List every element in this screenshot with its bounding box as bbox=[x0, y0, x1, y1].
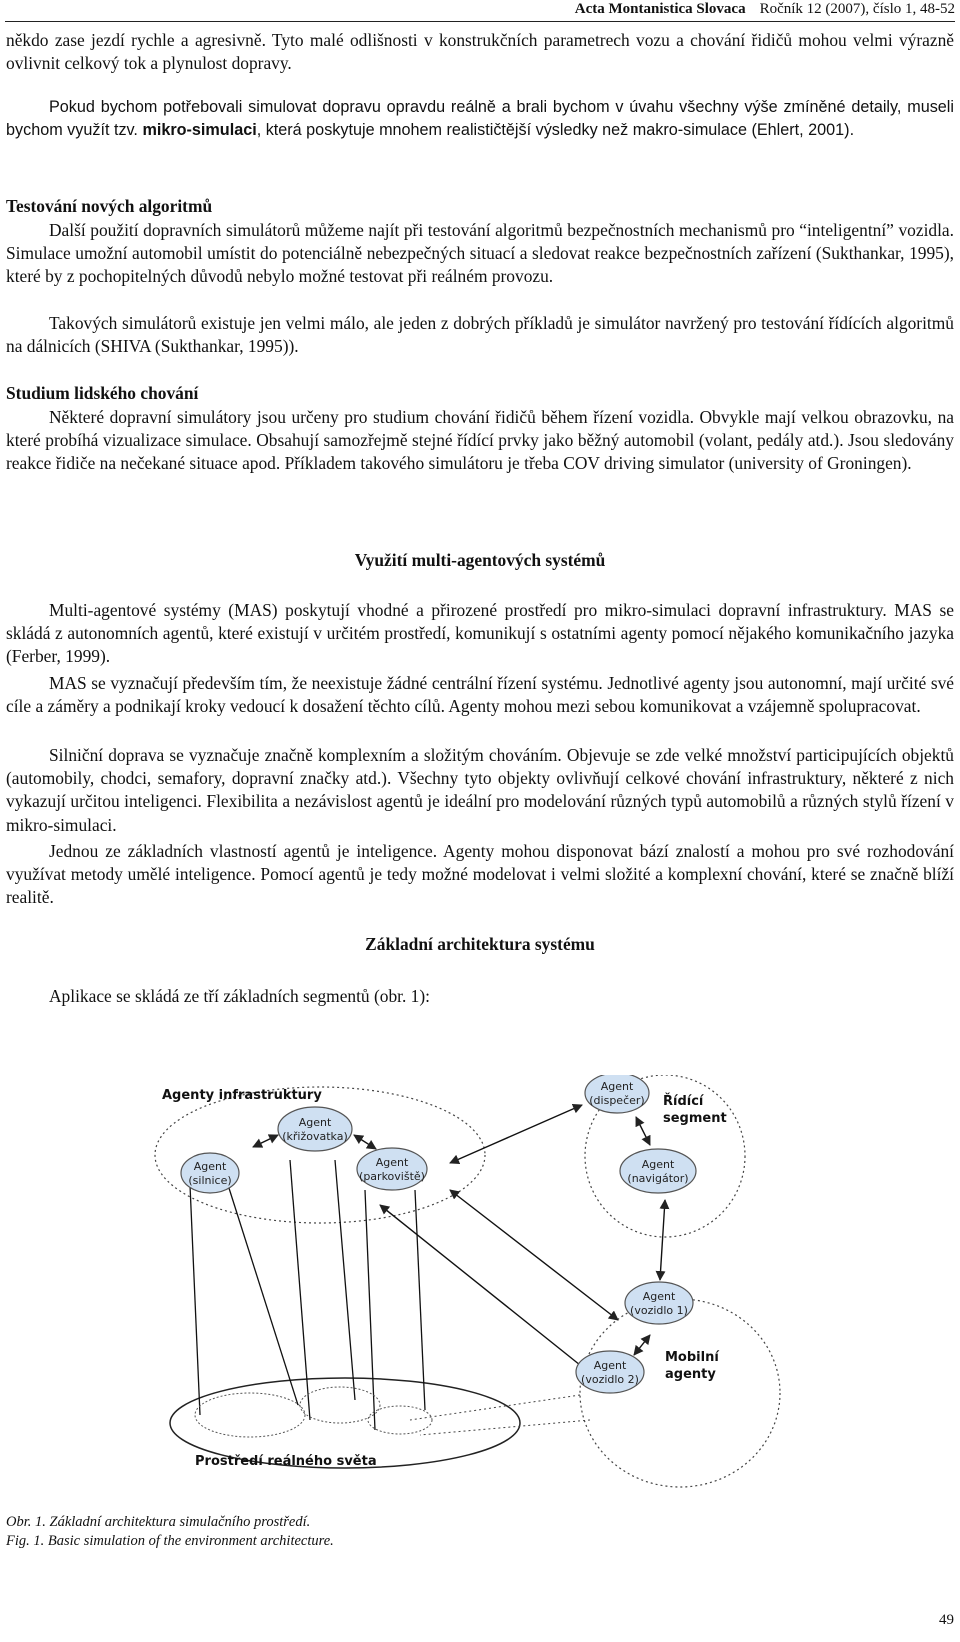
node-parkoviste bbox=[357, 1148, 427, 1190]
node-vozidlo2-agent: Agent bbox=[593, 1359, 627, 1372]
ground-region-3 bbox=[368, 1406, 432, 1434]
architecture-diagram bbox=[150, 1075, 790, 1500]
heading-testovani: Testování nových algoritmů bbox=[6, 196, 213, 216]
heading-mas: Využití multi-agentových systémů bbox=[354, 550, 606, 570]
journal-volume: Ročník 12 (2007), číslo 1, 48-52 bbox=[759, 1, 955, 17]
paragraph-3: Další použití dopravních simulátorů můžeme najít při testování algoritmů bezpečnostních mechanismů pro “inteligentní” vozidla. Simulace umožní automobil umístit do potenciálně nebezpečných situací a sledovat reakce bezpečnostních zařízení (Sukthankar, 1995), které by z pochopitelných důvodů nebylo možné testovat při reálném provozu. bbox=[6, 220, 954, 287]
node-krizovatka-label: (křižovatka) bbox=[282, 1130, 348, 1143]
caption-cz: Obr. 1. Základní architektura simulačního prostředí. bbox=[6, 1514, 311, 1530]
header-rule bbox=[5, 21, 955, 22]
running-header bbox=[0, 0, 960, 22]
mobile-ground-links bbox=[410, 1395, 590, 1435]
label-realny-svet: Prostředí reálného světa bbox=[195, 1454, 377, 1469]
node-navigator-agent: Agent bbox=[641, 1158, 675, 1171]
node-dispecer-label: (dispečer) bbox=[589, 1094, 645, 1107]
caption-en: Fig. 1. Basic simulation of the environment architecture. bbox=[6, 1533, 334, 1549]
page-number: 49 bbox=[939, 1612, 954, 1628]
node-dispecer bbox=[585, 1075, 649, 1113]
paragraph-9: Jednou ze základních vlastností agentů je inteligence. Agenty mohou disponovat bází znalostí a mohou pro své rozhodování využívat metody umělé inteligence. Pomocí agentů je tedy možné modelovat i velmi složité a komplexní chování, které se značně blíží realitě. bbox=[6, 841, 954, 908]
architecture-svg bbox=[150, 1075, 790, 1500]
paragraph-2: Pokud bychom potřebovali simulovat dopravu opravdu reálně a brali bychom v úvahu všechny výše zmíněné detaily, museli bychom využít tzv. mikro-simulaci, která poskytuje mnohem realističtější výsledky než makro-simulace (Ehlert, 2001). bbox=[6, 98, 954, 140]
node-dispecer-agent: Agent bbox=[600, 1080, 634, 1093]
node-vozidlo1 bbox=[625, 1282, 693, 1324]
journal-name: Acta Montanistica Slovaca bbox=[574, 1, 746, 17]
node-silnice-agent: Agent bbox=[193, 1160, 227, 1173]
node-vozidlo1-label: (vozidlo 1) bbox=[630, 1304, 688, 1317]
paragraph-10: Aplikace se skládá ze tří základních segmentů (obr. 1): bbox=[49, 986, 431, 1006]
node-parkoviste-label: (parkoviště) bbox=[359, 1170, 425, 1183]
paragraph-4: Takových simulátorů existuje jen velmi málo, ale jeden z dobrých příkladů je simulátor navržený pro testování řídících algoritmů na dálnicích (SHIVA (Sukthankar, 1995)). bbox=[6, 313, 954, 357]
heading-studium: Studium lidského chování bbox=[6, 383, 199, 403]
ground-region-1 bbox=[195, 1393, 305, 1437]
node-krizovatka bbox=[278, 1107, 352, 1151]
node-vozidlo2 bbox=[576, 1351, 644, 1393]
label-mobilni-2: agenty bbox=[665, 1367, 716, 1382]
node-silnice-label: (silnice) bbox=[188, 1174, 232, 1187]
node-krizovatka-agent: Agent bbox=[298, 1116, 332, 1129]
label-infrastruktura: Agenty infrastruktury bbox=[162, 1088, 322, 1103]
node-vozidlo1-agent: Agent bbox=[642, 1290, 676, 1303]
paragraph-6: Multi-agentové systémy (MAS) poskytují vhodné a přirozené prostředí pro mikro-simulaci dopravní infrastruktury. MAS se skládá z autonomních agentů, které existují v určitém prostředí, komunikují s ostatními agenty pomocí nějakého komunikačního jazyka (Ferber, 1999). bbox=[6, 600, 954, 667]
label-mobilni-1: Mobilní bbox=[665, 1350, 719, 1365]
node-silnice bbox=[181, 1153, 239, 1193]
term-mikro-simulace: mikro-simulaci bbox=[142, 121, 257, 140]
node-navigator-label: (navigátor) bbox=[627, 1172, 689, 1185]
paragraph-5: Některé dopravní simulátory jsou určeny pro studium chování řidičů během řízení vozidla. Obvykle mají velkou obrazovku, na které probíhá vizualizace simulace. Obsahují samozřejmě stejné řídící prvky jako běžný automobil (volant, pedály atd.). Jsou sledovány reakce řidiče na nečekané situace apod. Příkladem takového simulátoru je třeba COV driving simulator (university of Groningen). bbox=[6, 407, 954, 474]
node-navigator bbox=[620, 1149, 696, 1193]
label-ridici-2: segment bbox=[663, 1111, 727, 1126]
paragraph-1: někdo zase jezdí rychle a agresivně. Tyto malé odlišnosti v konstrukčních parametrech vozu a chování řidičů mohou velmi výrazně ovlivnit celkový tok a plynulost dopravy. bbox=[6, 30, 954, 74]
label-ridici-1: Řídící bbox=[663, 1094, 704, 1109]
node-vozidlo2-label: (vozidlo 2) bbox=[581, 1373, 639, 1386]
heading-architektura: Základní architektura systému bbox=[365, 934, 595, 954]
paragraph-7: MAS se vyznačují především tím, že neexistuje žádné centrální řízení systému. Jednotlivé agenty jsou autonomní, mají určité své cíle a záměry a podnikají kroky vedoucí k dosažení těchto cílů. Agenty mohou mezi sebou komunikovat a vzájemně spolupracovat. bbox=[6, 673, 954, 717]
paragraph-8: Silniční doprava se vyznačuje značně komplexním a složitým chováním. Objevuje se zde velké množství participujících objektů (automobily, chodci, semafory, dopravní značky atd.). Všechny tyto objekty ovlivňují celkové chování infrastruktury, některé z nich vykazují určitou inteligenci. Flexibilita a nezávislost agentů je ideální pro modelování různých typů automobilů a různých stylů řízení v mikro-simulaci. bbox=[6, 745, 954, 835]
node-parkoviste-agent: Agent bbox=[375, 1156, 409, 1169]
